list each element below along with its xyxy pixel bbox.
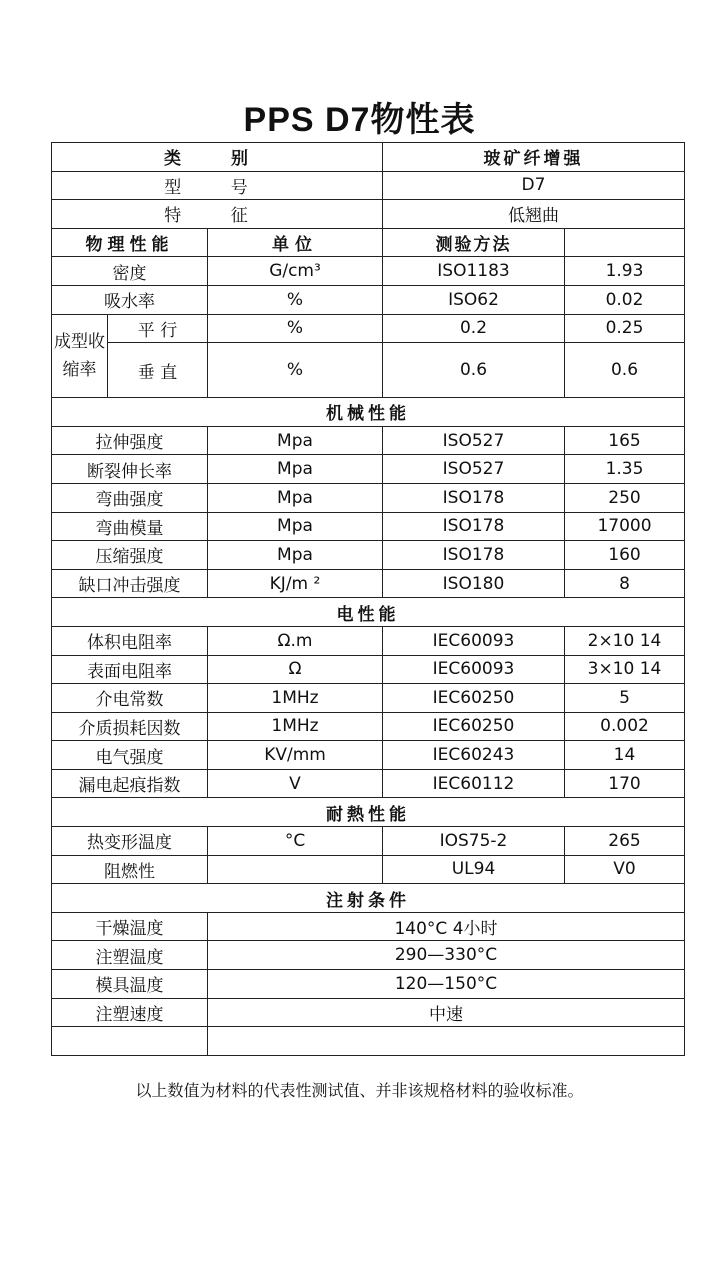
row-unit: % (208, 343, 383, 398)
row-unit: Ω.m (208, 626, 383, 655)
feature-value: 低翘曲 (383, 200, 685, 229)
row-unit: Mpa (208, 426, 383, 455)
row-value: 165 (565, 426, 685, 455)
row-name: 弯曲模量 (52, 512, 208, 541)
row-name: 模具温度 (52, 970, 208, 999)
row-unit: % (208, 285, 383, 314)
feature-row (52, 200, 685, 229)
table-row (52, 912, 685, 941)
row-method: IEC60250 (383, 684, 565, 713)
table-row (52, 998, 685, 1027)
row-unit: °C (208, 827, 383, 856)
table-row (52, 712, 685, 741)
row-unit: 1MHz (208, 712, 383, 741)
row-method: IEC60112 (383, 769, 565, 798)
row-method: ISO178 (383, 483, 565, 512)
row-value: 1.93 (565, 257, 685, 286)
property-table (51, 142, 685, 1056)
row-unit: KJ/m ² (208, 569, 383, 598)
row-unit (208, 855, 383, 884)
model-row (52, 171, 685, 200)
section-row (52, 798, 685, 827)
row-unit: Mpa (208, 455, 383, 484)
model-value: D7 (383, 171, 685, 200)
row-value: 5 (565, 684, 685, 713)
table-row (52, 855, 685, 884)
table-row (52, 512, 685, 541)
row-method: IEC60093 (383, 655, 565, 684)
row-method: IEC60250 (383, 712, 565, 741)
row-name: 弯曲强度 (52, 483, 208, 512)
table-row (52, 684, 685, 713)
row-value: 250 (565, 483, 685, 512)
row-name: 拉伸强度 (52, 426, 208, 455)
row-name: 干燥温度 (52, 912, 208, 941)
table-row (52, 343, 685, 398)
category-value: 玻矿纤增强 (383, 143, 685, 172)
row-method: 0.6 (383, 343, 565, 398)
section-thermal: 耐熱性能 (52, 798, 685, 827)
row-value: 0.25 (565, 314, 685, 343)
row-value: 140°C 4小时 (208, 912, 685, 941)
row-name: 阻燃性 (52, 855, 208, 884)
row-value: 中速 (208, 998, 685, 1027)
table-row (52, 970, 685, 999)
table-row (52, 741, 685, 770)
section-mechanical: 机械性能 (52, 398, 685, 427)
row-value: 8 (565, 569, 685, 598)
row-method: ISO180 (383, 569, 565, 598)
row-method: IEC60093 (383, 626, 565, 655)
row-name: 漏电起痕指数 (52, 769, 208, 798)
table-row (52, 827, 685, 856)
table-row (52, 314, 685, 343)
shrinkage-label: 成型收缩率 (52, 314, 108, 398)
row-unit: Mpa (208, 541, 383, 570)
row-value: 265 (565, 827, 685, 856)
section-electrical: 电性能 (52, 598, 685, 627)
table-row (52, 541, 685, 570)
row-unit: Mpa (208, 512, 383, 541)
table-row (52, 483, 685, 512)
row-value: 2×10 14 (565, 626, 685, 655)
row-value: 160 (565, 541, 685, 570)
row-name: 缺口冲击强度 (52, 569, 208, 598)
table-row (52, 569, 685, 598)
row-name: 介电常数 (52, 684, 208, 713)
table-row (52, 655, 685, 684)
row-unit: G/cm³ (208, 257, 383, 286)
table-row (52, 257, 685, 286)
row-value: 3×10 14 (565, 655, 685, 684)
row-value: V0 (565, 855, 685, 884)
section-row (52, 598, 685, 627)
table-row (52, 941, 685, 970)
table-row (52, 626, 685, 655)
row-value: 0.02 (565, 285, 685, 314)
row-method: ISO178 (383, 512, 565, 541)
col-value (565, 228, 685, 257)
row-method: ISO178 (383, 541, 565, 570)
row-name: 注塑温度 (52, 941, 208, 970)
row-method: IEC60243 (383, 741, 565, 770)
row-method: 0.2 (383, 314, 565, 343)
row-name: 平 行 (108, 314, 208, 343)
section-injection: 注射条件 (52, 884, 685, 913)
feature-label: 特 征 (52, 200, 383, 229)
col-unit: 单位 (208, 228, 383, 257)
empty-row (52, 1027, 685, 1056)
footer-note: 以上数值为材料的代表性测试值、并非该规格材料的验收标准。 (135, 1081, 584, 1100)
row-name: 注塑速度 (52, 998, 208, 1027)
row-name: 介质损耗因数 (52, 712, 208, 741)
section-row (52, 884, 685, 913)
row-method: ISO62 (383, 285, 565, 314)
model-label: 型 号 (52, 171, 383, 200)
col-property: 物理性能 (52, 228, 208, 257)
empty-cell (208, 1027, 685, 1056)
row-method: UL94 (383, 855, 565, 884)
row-unit: V (208, 769, 383, 798)
row-unit: % (208, 314, 383, 343)
row-value: 290—330°C (208, 941, 685, 970)
row-name: 表面电阻率 (52, 655, 208, 684)
category-label: 类 别 (52, 143, 383, 172)
table-row (52, 426, 685, 455)
row-method: ISO527 (383, 426, 565, 455)
row-name: 垂 直 (108, 343, 208, 398)
row-name: 压缩强度 (52, 541, 208, 570)
row-value: 17000 (565, 512, 685, 541)
row-value: 14 (565, 741, 685, 770)
row-value: 0.002 (565, 712, 685, 741)
row-name: 吸水率 (52, 285, 208, 314)
row-value: 0.6 (565, 343, 685, 398)
row-name: 热变形温度 (52, 827, 208, 856)
row-method: ISO527 (383, 455, 565, 484)
table-row (52, 769, 685, 798)
row-value: 1.35 (565, 455, 685, 484)
row-value: 120—150°C (208, 970, 685, 999)
page-title: PPS D7物性表 (243, 101, 476, 139)
row-unit: KV/mm (208, 741, 383, 770)
row-unit: Mpa (208, 483, 383, 512)
category-row (52, 143, 685, 172)
section-row (52, 398, 685, 427)
column-header-row (52, 228, 685, 257)
row-name: 电气强度 (52, 741, 208, 770)
table-row (52, 285, 685, 314)
empty-cell (52, 1027, 208, 1056)
row-value: 170 (565, 769, 685, 798)
row-name: 体积电阻率 (52, 626, 208, 655)
col-method: 测验方法 (383, 228, 565, 257)
row-method: ISO1183 (383, 257, 565, 286)
row-name: 密度 (52, 257, 208, 286)
row-method: IOS75-2 (383, 827, 565, 856)
row-name: 断裂伸长率 (52, 455, 208, 484)
row-unit: 1MHz (208, 684, 383, 713)
row-unit: Ω (208, 655, 383, 684)
table-row (52, 455, 685, 484)
